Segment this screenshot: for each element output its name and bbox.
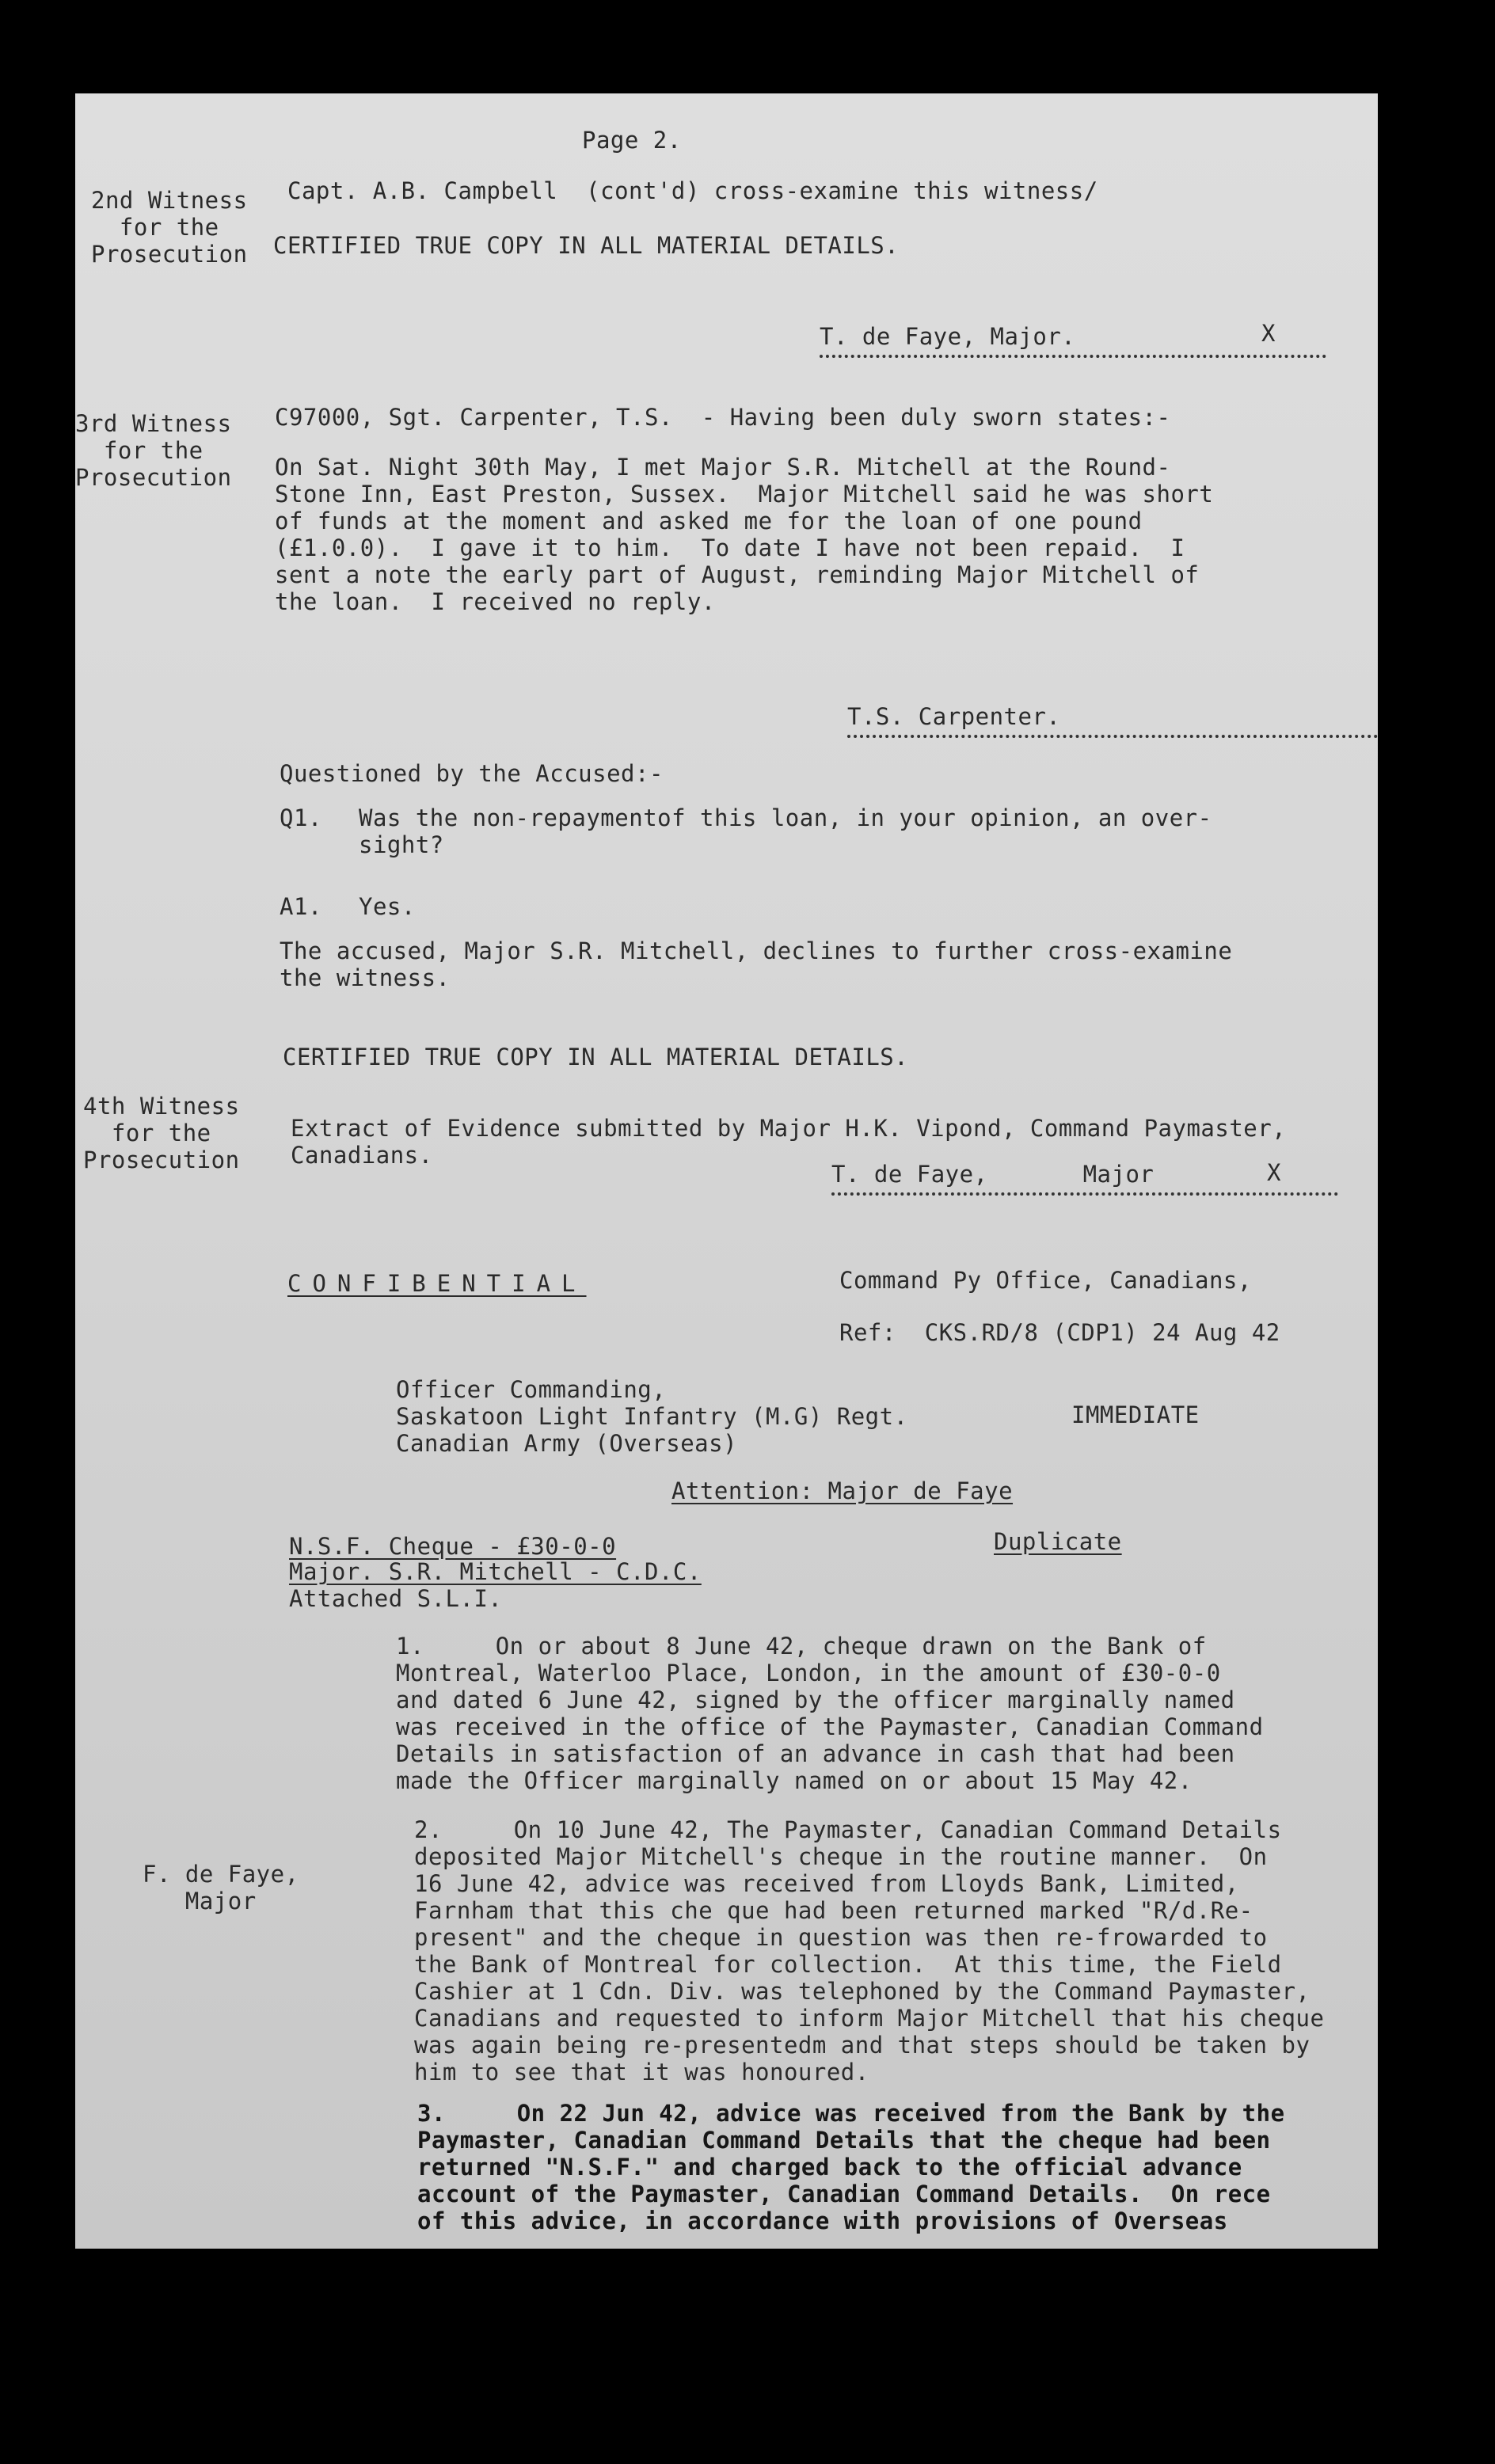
para-line: Canadians and requested to inform Major Mitchell that his cheque (414, 2005, 1325, 2032)
q1-line: Was the non-repaymentof this loan, in your opinion, an over- (359, 804, 1212, 831)
margin-line: Prosecution (75, 464, 232, 491)
statement-line: the loan. I received no reply. (275, 588, 716, 615)
para-line: was received in the office of the Paymaster, Canadian Command (396, 1713, 1264, 1740)
attention-line: Attention: Major de Faye (671, 1477, 1014, 1504)
a1-text: Yes. (359, 893, 416, 920)
witness4-signature (831, 1161, 1338, 1196)
witness2-certified: CERTIFIED TRUE COPY IN ALL MATERIAL DETAILS. (273, 232, 900, 259)
para-line: account of the Paymaster, Canadian Command Details. On rece (417, 2181, 1271, 2207)
para-line: 16 June 42, advice was received from Lloyds Bank, Limited, (414, 1870, 1239, 1897)
witness2-signature (820, 323, 1326, 358)
paragraph-2 (414, 1816, 1324, 2086)
subject-line-3: Attached S.L.I. (289, 1585, 503, 1612)
reference: Ref: CKS.RD/8 (CDP1) 24 Aug 42 (839, 1319, 1280, 1346)
addressee-line: Saskatoon Light Infantry (M.G) Regt. (396, 1403, 908, 1430)
margin-line: for the (119, 214, 219, 241)
addressee-block (396, 1376, 908, 1457)
margin-line: 4th Witness (83, 1093, 240, 1120)
addressee-line: Officer Commanding, (396, 1376, 667, 1403)
witness4-mark: X (1267, 1159, 1281, 1186)
para-line: the Bank of Montreal for collection. At this time, the Field (414, 1951, 1282, 1978)
signature-rank: Major (1082, 1161, 1155, 1188)
statement-line: (£1.0.0). I gave it to him. To date I have not been repaid. I (275, 534, 1185, 561)
witness4-margin (83, 1093, 240, 1173)
questioned-heading: Questioned by the Accused:- (280, 760, 664, 787)
signature-text: T. de Faye, Major. (820, 323, 1076, 350)
para-line: 1. On or about 8 June 42, cheque drawn on the Bank of (396, 1633, 1207, 1660)
immediate-label: IMMEDIATE (1071, 1401, 1200, 1428)
para-line: and dated 6 June 42, signed by the officer marginally named (396, 1686, 1235, 1713)
witness2-margin (91, 187, 248, 268)
witness3-margin (75, 410, 232, 491)
subject-line-1: N.S.F. Cheque - £30-0-0 (289, 1533, 617, 1560)
declines-line: the witness. (280, 964, 451, 991)
margin-line: Prosecution (91, 241, 248, 268)
q1-label: Q1. (280, 804, 322, 831)
margin-note (143, 1861, 299, 1915)
subject-line-2: Major. S.R. Mitchell - C.D.C. (289, 1558, 702, 1585)
signature-text: T.S. Carpenter. (847, 703, 1061, 730)
para-line: made the Officer marginally named on or about 15 May 42. (396, 1767, 1193, 1794)
para-line: 2. On 10 June 42, The Paymaster, Canadian Command Details (414, 1816, 1282, 1843)
para-line: was again being re-presentedm and that steps should be taken by (414, 2032, 1311, 2059)
q1-text (359, 804, 1212, 858)
statement-line: of funds at the moment and asked me for the loan of one pound (275, 508, 1143, 534)
statement-line: On Sat. Night 30th May, I met Major S.R. Mitchell at the Round- (275, 454, 1171, 481)
para-line: Cashier at 1 Cdn. Div. was telephoned by the Command Paymaster, (414, 1978, 1311, 2005)
para-line: returned "N.S.F." and charged back to the official advance (417, 2154, 1242, 2181)
document-page (75, 93, 1378, 2249)
witness2-mark: X (1261, 320, 1276, 347)
para-line: Farnham that this che que had been returned marked "R/d.Re- (414, 1897, 1253, 1924)
para-line: of this advice, in accordance with provisions of Overseas (417, 2207, 1228, 2234)
margin-note-line: F. de Faye, (143, 1861, 299, 1888)
paragraph-1 (396, 1633, 1264, 1794)
declines-line: The accused, Major S.R. Mitchell, declines to further cross-examine (280, 937, 1233, 964)
signature-text: T. de Faye, (831, 1161, 988, 1188)
page-number: Page 2. (582, 127, 682, 154)
q1-line: sight? (359, 831, 444, 858)
margin-line: 2nd Witness (91, 187, 248, 214)
margin-line: Prosecution (83, 1146, 240, 1173)
margin-line: 3rd Witness (75, 410, 232, 437)
para-line: 3. On 22 Jun 42, advice was received from the Bank by the (417, 2100, 1285, 2127)
para-line: him to see that it was honoured. (414, 2059, 869, 2086)
para-line: deposited Major Mitchell's cheque in the routine manner. On (414, 1843, 1268, 1870)
witness3-statement (275, 454, 1213, 615)
witness2-line1: Capt. A.B. Campbell (cont'd) cross-examine this witness/ (287, 177, 1098, 204)
declines-text (280, 937, 1232, 991)
margin-line: for the (111, 1120, 211, 1146)
extract-line: Canadians. (291, 1142, 433, 1169)
para-line: Details in satisfaction of an advance in cash that had been (396, 1740, 1235, 1767)
confidential-heading: CONFIBENTIAL (287, 1270, 587, 1297)
witness3-heading: C97000, Sgt. Carpenter, T.S. - Having been duly sworn states:- (275, 404, 1171, 431)
para-line: Paymaster, Canadian Command Details that the cheque had been (417, 2127, 1271, 2154)
margin-note-line: Major (184, 1888, 257, 1915)
office-name: Command Py Office, Canadians, (839, 1267, 1252, 1294)
witness3-certified: CERTIFIED TRUE COPY IN ALL MATERIAL DETAILS. (283, 1044, 909, 1070)
extract-line: Extract of Evidence submitted by Major H.K. Vipond, Command Paymaster, (291, 1115, 1287, 1142)
a1-label: A1. (280, 893, 322, 920)
margin-line: for the (103, 437, 204, 464)
paragraph-3 (417, 2100, 1285, 2234)
para-line: present" and the cheque in question was then re-frowarded to (414, 1924, 1268, 1951)
para-line: Montreal, Waterloo Place, London, in the amount of £30-0-0 (396, 1660, 1221, 1686)
duplicate-label: Duplicate (994, 1528, 1122, 1555)
statement-line: sent a note the early part of August, reminding Major Mitchell of (275, 561, 1200, 588)
addressee-line: Canadian Army (Overseas) (396, 1430, 738, 1457)
statement-line: Stone Inn, East Preston, Sussex. Major Mitchell said he was short (275, 481, 1214, 508)
witness3-signature (847, 703, 1378, 738)
